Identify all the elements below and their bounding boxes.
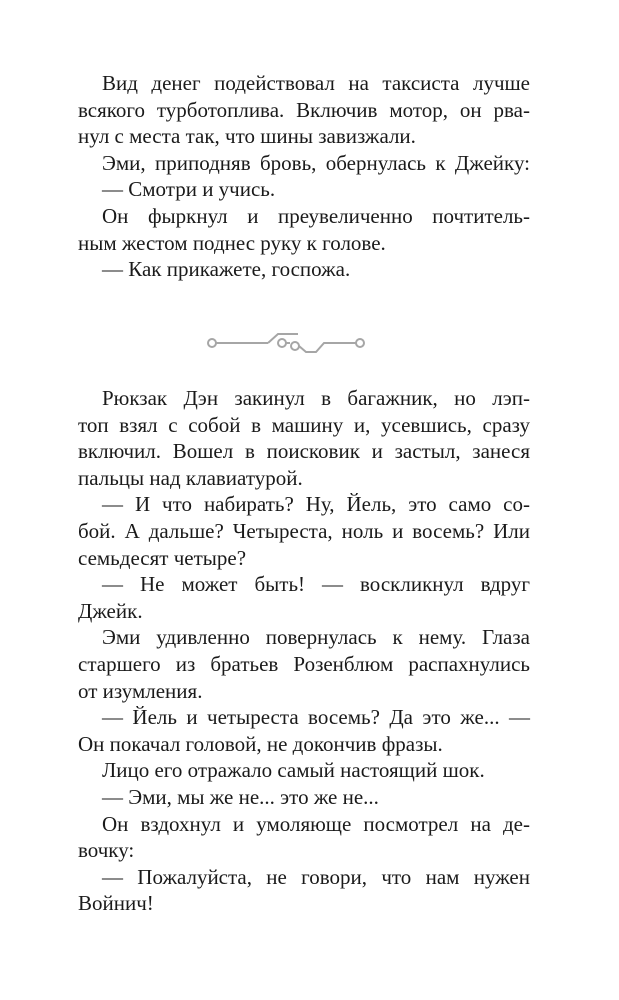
- text-line: — Как прикажете, госпожа.: [102, 257, 351, 282]
- text-line: от изумления.: [78, 678, 203, 703]
- paragraph: [78, 864, 530, 917]
- text-line: всякого турботоплива. Включив мотор, он рва-: [78, 97, 530, 122]
- text-block-top: [78, 70, 530, 283]
- text-line: семьдесят четыре?: [78, 545, 247, 570]
- paragraph: [78, 385, 530, 491]
- paragraph: [78, 704, 530, 757]
- text-line: Лицо его отражало самый настоящий шок.: [102, 758, 485, 783]
- text-line: Джейк.: [78, 598, 143, 623]
- paragraph: [78, 150, 530, 177]
- text-line: ным жестом поднес руку к голове.: [78, 230, 386, 255]
- text-line: — Не может быть! — воскликнул вдруг: [102, 572, 530, 597]
- circuit-divider-icon: [206, 330, 366, 356]
- paragraph: [78, 757, 530, 784]
- paragraph: [78, 811, 530, 864]
- text-line: Эми удивленно повернулась к нему. Глаза: [102, 625, 530, 650]
- book-page: [78, 0, 530, 1000]
- paragraph: [78, 491, 530, 571]
- text-line: Войнич!: [78, 891, 154, 916]
- text-line: Вид денег подействовал на таксиста лучше: [102, 71, 530, 95]
- text-line: — Эми, мы же не... это же не...: [102, 784, 379, 809]
- text-line: Он вздохнул и умоляюще посмотрел на де-: [102, 811, 530, 836]
- text-line: Рюкзак Дэн закинул в багажник, но лэп-: [102, 386, 530, 410]
- text-line: старшего из братьев Розенблюм распахнулись: [78, 651, 530, 676]
- text-line: — Йель и четыреста восемь? Да это же... —: [102, 705, 530, 730]
- paragraph: [78, 70, 530, 150]
- text-line: Эми, приподняв бровь, обернулась к Джейку:: [102, 150, 530, 175]
- text-line: — И что набирать? Ну, Йель, это само со-: [102, 492, 530, 517]
- text-line: пальцы над клавиатурой.: [78, 465, 303, 490]
- paragraph: [78, 571, 530, 624]
- text-line: включил. Вошел в поисковик и застыл, занеся: [78, 439, 530, 464]
- text-line: бой. А дальше? Четыреста, ноль и восемь? Или: [78, 518, 530, 543]
- text-line: вочку:: [78, 838, 135, 863]
- text-line: Он покачал головой, не докончив фразы.: [78, 731, 443, 756]
- paragraph: [78, 624, 530, 704]
- paragraph: [78, 203, 530, 256]
- text-line: Он фыркнул и преувеличенно почтитель-: [102, 203, 530, 228]
- text-block-bottom: [78, 385, 530, 917]
- text-line: нул с места так, что шины завизжали.: [78, 124, 416, 149]
- paragraph: [78, 176, 530, 203]
- text-line: — Пожалуйста, не говори, что нам нужен: [102, 864, 530, 889]
- paragraph: [78, 784, 530, 811]
- text-line: — Смотри и учись.: [102, 177, 276, 202]
- paragraph: [78, 256, 530, 283]
- text-line: топ взял с собой в машину и, усевшись, сразу: [78, 412, 530, 437]
